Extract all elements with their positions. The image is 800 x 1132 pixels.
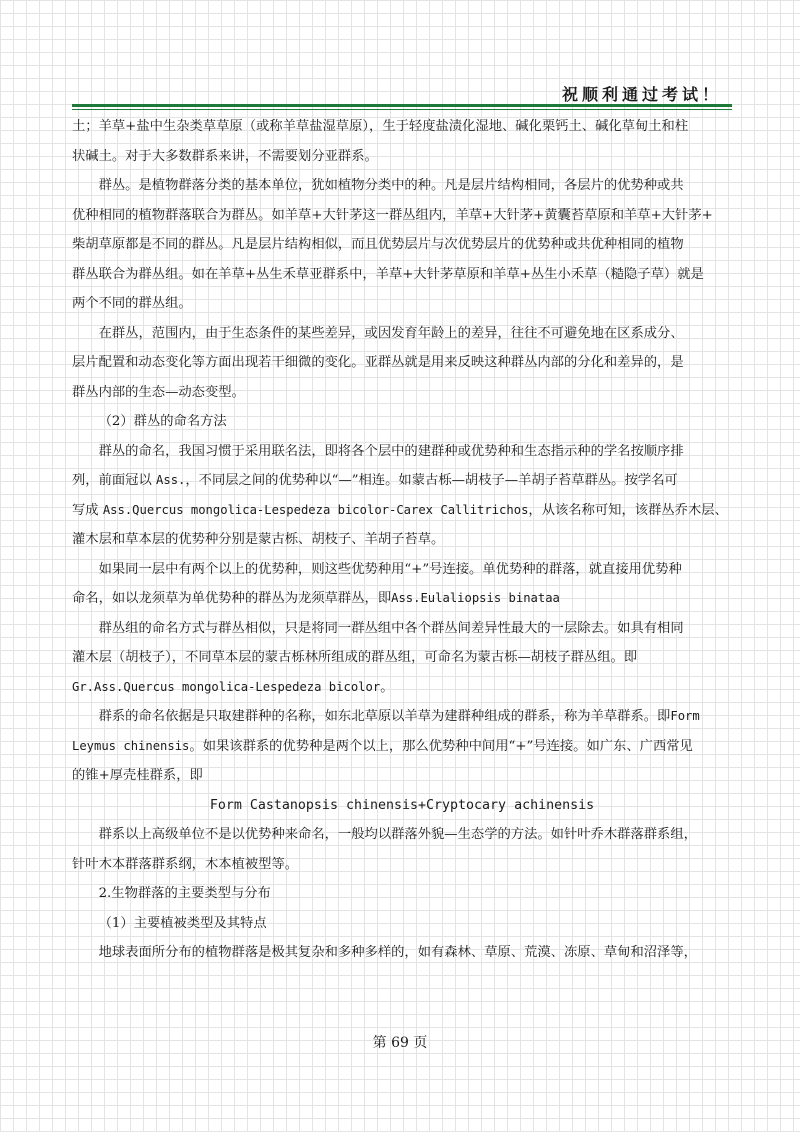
paragraph-higher-units: 群系以上高级单位不是以优势种来命名，一般均以群落外貌—生态学的方法。如针叶乔木群落群系组， 针叶木本群落群系纲，木本植被型等。 <box>72 827 697 872</box>
section-heading-community-types: 2.生物群落的主要类型与分布 <box>98 886 271 901</box>
subheading-naming-method: （2）群丛的命名方法 <box>98 414 227 429</box>
paragraph-1: 土；羊草+盐中生杂类草草原（或称羊草盐湿草原），生于轻度盐渍化湿地、碱化栗钙土、碱化草甸土和柱 状碱土。对于大多数群系来讲，不需要划分亚群系。 <box>72 119 689 164</box>
paragraph-subassociation: 在群丛，范围内，由于生态条件的某些差异，或因发育年龄上的差异，往往不可避免地在区系成分、 层片配置和动态变化等方面出现若干细微的变化。亚群丛就是用来反映这种群丛内部的分化和差异的，是 群丛内部的生态—动态变型。 <box>72 325 684 400</box>
paragraph-formation-naming: 群系的命名依据是只取建群种的名称，如东北草原以羊草为建群种组成的群系，称为羊草群系。即Form Leymus chinensis。如果该群系的优势种是两个以上，那么优势种中间用“+”号连接。如广东、广西常见 的锥+厚壳桂群系，即 <box>72 709 700 783</box>
formula-castanopsis: Form Castanopsis chinensis+Cryptocary achinensis <box>209 797 595 813</box>
paragraph-naming: 群丛的命名，我国习惯于采用联名法，即将各个层中的建群种或优势种和生态指示种的学名按顺序排 列，前面冠以 Ass.，不同层之间的优势种以“—”相连。如蒙古栎—胡枝子—羊胡子苔草群丛。按学名可 写成 Ass.Quercus mongolica-Lespedeza bicolor-Carex Callitrichos，从该名称可知，该群丛乔木层、 灌木层和草本层的优势种分别是蒙古栎、胡枝子、羊胡子苔草。 <box>72 443 728 547</box>
subheading-vegetation-types: （1）主要植被类型及其特点 <box>98 915 267 931</box>
paragraph-multiple-dominants: 如果同一层中有两个以上的优势种，则这些优势种用“+”号连接。单优势种的群落，就直接用优势种 命名，如以龙须草为单优势种的群丛为龙须草群丛，即Ass.Eulaliopsis binataa <box>72 561 682 606</box>
header-rule <box>72 104 732 107</box>
paragraph-qunchong: 群丛。是植物群落分类的基本单位，犹如植物分类中的种。凡是层片结构相同，各层片的优势种或共 优种相同的植物群落联合为群丛。如羊草+大针茅这一群丛组内，羊草+大针茅+黄囊苔草原和羊草+大针茅+ 柴胡草原都是不同的群丛。凡是层片结构相似，而且优势层片与次优势层片的优势种或共优种相同的植物 群丛联合为群丛组。如在羊草+丛生禾草亚群系中，羊草+大针茅草原和羊草+丛生小禾草（糙隐子草）就是 两个不同的群丛组。 <box>72 178 713 311</box>
paragraph-association-group: 群丛组的命名方式与群丛相似，只是将同一群丛组中各个群丛间差异性最大的一层除去。如具有相同 灌木层（胡枝子），不同草本层的蒙古栎林所组成的群丛组，可命名为蒙古栎—胡枝子群丛组。即 Gr.Ass.Quercus mongolica-Lespedeza bicolor。 <box>72 620 684 695</box>
header-slogan: 祝顺利通过考试！ <box>561 85 722 104</box>
header-rule-thin <box>72 109 732 110</box>
page-content <box>72 112 732 968</box>
page-number: 第 69 页 <box>372 1035 428 1051</box>
paragraph-vegetation: 地球表面所分布的植物群落是极其复杂和多种多样的，如有森林、草原、荒漠、冻原、草甸和沼泽等， <box>98 945 697 960</box>
